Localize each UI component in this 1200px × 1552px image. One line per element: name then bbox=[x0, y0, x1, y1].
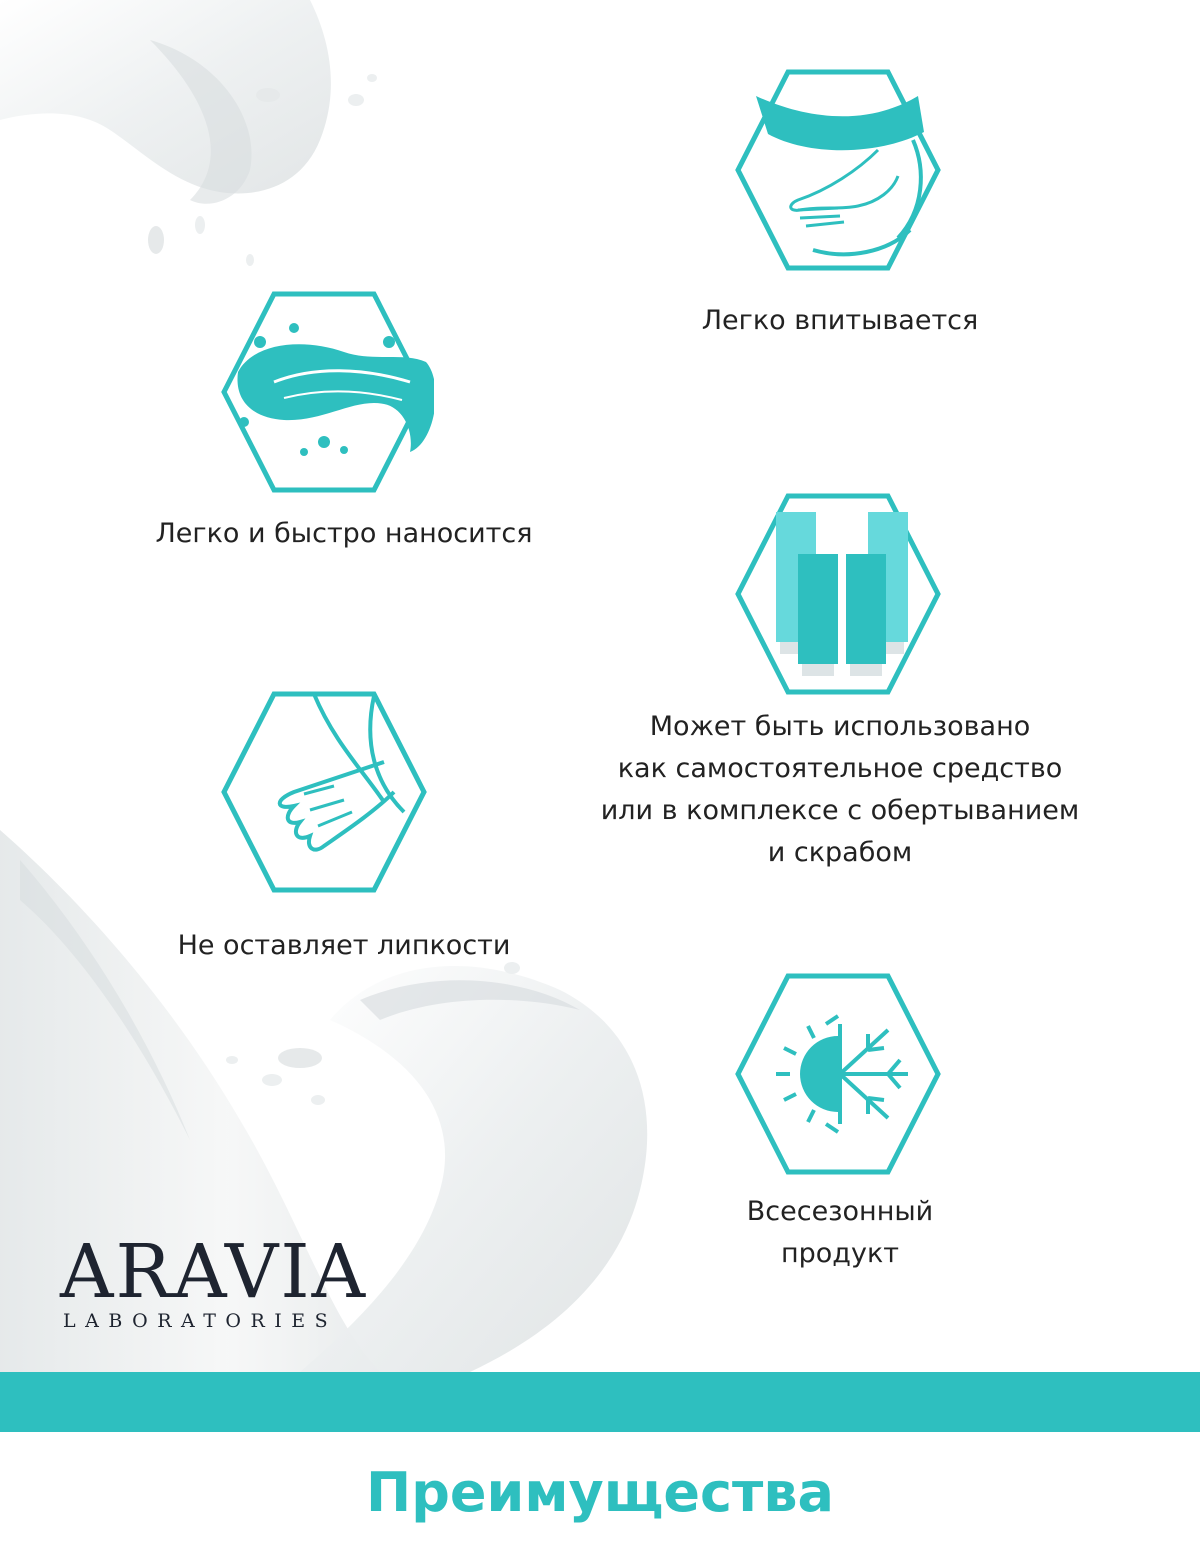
feature-line: Легко и быстро наносится bbox=[155, 518, 533, 549]
feature-not-sticky-text bbox=[124, 925, 564, 967]
brand-logo bbox=[60, 1229, 400, 1332]
feature-line: Легко впитывается bbox=[701, 305, 979, 336]
feature-all-season-text bbox=[640, 1191, 1040, 1275]
feature-line: Всесезонный bbox=[746, 1196, 934, 1227]
feature-line: Не оставляет липкости bbox=[177, 930, 511, 961]
feature-line: или в комплексе с обертыванием bbox=[600, 795, 1080, 826]
page-title: Преимущества bbox=[366, 1461, 834, 1524]
feature-line: Может быть использовано bbox=[649, 711, 1031, 742]
feature-applies-text bbox=[124, 513, 564, 555]
feature-absorbs-text bbox=[640, 300, 1040, 342]
body-hand-icon bbox=[728, 60, 948, 280]
feature-line: как самостоятельное средство bbox=[617, 753, 1063, 784]
cosmetic-tubes-icon bbox=[728, 484, 948, 704]
brand-name: ARAVIA bbox=[60, 1229, 368, 1315]
brand-sub: LABORATORIES bbox=[63, 1310, 338, 1332]
feature-line: и скрабом bbox=[767, 837, 913, 868]
feature-line: продукт bbox=[781, 1238, 899, 1269]
liquid-splash-icon bbox=[214, 282, 434, 502]
feature-tubes-text bbox=[580, 706, 1100, 874]
hand-on-leg-icon bbox=[214, 682, 434, 902]
sun-snowflake-icon bbox=[728, 964, 948, 1184]
accent-band bbox=[0, 1372, 1200, 1432]
